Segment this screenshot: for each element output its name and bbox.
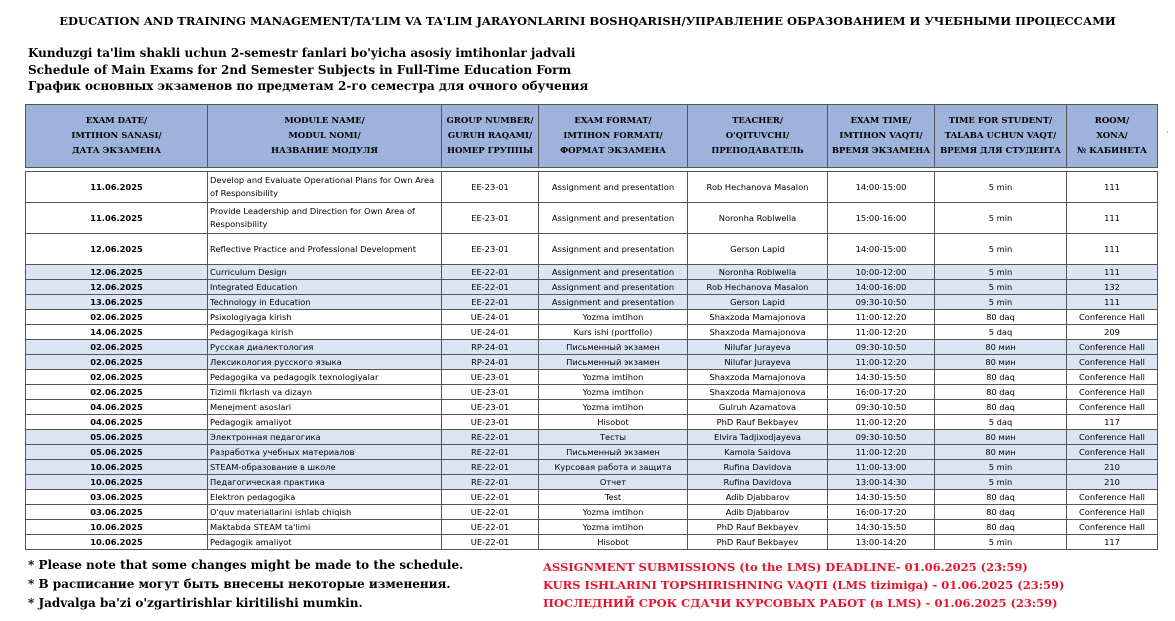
cell-student-time: 5 min (935, 475, 1067, 490)
cell-exam-time: 11:00-12:20 (828, 445, 935, 460)
cell-exam-time: 14:00-15:00 (828, 172, 935, 203)
cell-module-name: Pedagogik amaliyot (208, 535, 442, 550)
table-row (26, 340, 1158, 355)
cell-student-time: 5 min (935, 234, 1067, 265)
cell-exam-format: Assignment and presentation (539, 265, 688, 280)
table-row (26, 265, 1158, 280)
cell-room: Conference Hall (1067, 505, 1158, 520)
table-row (26, 430, 1158, 445)
cell-exam-format: Yozma imtihon (539, 385, 688, 400)
cell-module-name: Develop and Evaluate Operational Plans for Own Area of Responsibility (208, 172, 442, 203)
deadlines-block (543, 558, 1064, 612)
cell-exam-date: 10.06.2025 (26, 520, 208, 535)
cell-group: EE-22-01 (442, 280, 539, 295)
cell-room: 209 (1067, 325, 1158, 340)
cell-exam-format: Письменный экзамен (539, 445, 688, 460)
cell-group: UE-23-01 (442, 415, 539, 430)
cell-exam-format: Assignment and presentation (539, 172, 688, 203)
cell-group: EE-22-01 (442, 265, 539, 280)
cell-student-time: 5 min (935, 172, 1067, 203)
cell-exam-format: Письменный экзамен (539, 355, 688, 370)
table-row (26, 172, 1158, 203)
cell-module-name: Reflective Practice and Professional Development (208, 234, 442, 265)
exam-schedule-table (25, 104, 1158, 550)
cell-module-name: Русская диалектология (208, 340, 442, 355)
cell-teacher: Noronha Roblwella (688, 203, 828, 234)
cell-exam-date: 03.06.2025 (26, 505, 208, 520)
cell-student-time: 5 min (935, 535, 1067, 550)
cell-exam-time: 14:30-15:50 (828, 370, 935, 385)
cell-group: RE-22-01 (442, 475, 539, 490)
cell-exam-date: 11.06.2025 (26, 172, 208, 203)
deadline-en: ASSIGNMENT SUBMISSIONS (to the LMS) DEADLINE- 01.06.2025 (23:59) (543, 560, 1028, 574)
subtitle-en: Schedule of Main Exams for 2nd Semester Subjects in Full-Time Education Form (28, 62, 572, 77)
cell-exam-date: 12.06.2025 (26, 280, 208, 295)
cell-room: 210 (1067, 475, 1158, 490)
cell-exam-format: Assignment and presentation (539, 280, 688, 295)
cell-teacher: PhD Rauf Bekbayev (688, 415, 828, 430)
cell-exam-time: 16:00-17:20 (828, 385, 935, 400)
table-row (26, 370, 1158, 385)
cell-teacher: Noronha Roblwella (688, 265, 828, 280)
table-row (26, 415, 1158, 430)
cell-module-name: STEAM-образование в школе (208, 460, 442, 475)
cell-student-time: 80 daq (935, 310, 1067, 325)
cell-exam-format: Assignment and presentation (539, 203, 688, 234)
cell-group: RE-22-01 (442, 430, 539, 445)
cell-teacher: Adib Djabbarov (688, 505, 828, 520)
cell-exam-date: 11.06.2025 (26, 203, 208, 234)
cell-teacher: Shaxzoda Mamajonova (688, 310, 828, 325)
cell-exam-time: 11:00-12:20 (828, 355, 935, 370)
cell-teacher: Gulruh Azamatova (688, 400, 828, 415)
cell-exam-date: 05.06.2025 (26, 430, 208, 445)
cell-room: Conference Hall (1067, 520, 1158, 535)
edge-mark: · (1166, 128, 1169, 138)
table-row (26, 203, 1158, 234)
cell-exam-time: 14:00-16:00 (828, 280, 935, 295)
cell-student-time: 80 мин (935, 430, 1067, 445)
cell-exam-format: Assignment and presentation (539, 295, 688, 310)
cell-room: Conference Hall (1067, 340, 1158, 355)
cell-group: UE-24-01 (442, 310, 539, 325)
cell-module-name: Разработка учебных материалов (208, 445, 442, 460)
cell-exam-date: 02.06.2025 (26, 370, 208, 385)
cell-room: 210 (1067, 460, 1158, 475)
table-body (26, 172, 1158, 550)
cell-module-name: Provide Leadership and Direction for Own Area of Responsibility (208, 203, 442, 234)
table-row (26, 310, 1158, 325)
cell-group: UE-23-01 (442, 400, 539, 415)
cell-group: UE-22-01 (442, 535, 539, 550)
cell-teacher: Adib Djabbarov (688, 490, 828, 505)
cell-module-name: Menejment asoslari (208, 400, 442, 415)
note-ru: * В расписание могут быть внесены некоторые изменения. (28, 577, 451, 591)
col-header-group-number: GROUP NUMBER/ GURUH RAQAMI/ НОМЕР ГРУППЫ (442, 105, 539, 168)
cell-teacher: PhD Rauf Bekbayev (688, 535, 828, 550)
cell-exam-format: Hisobot (539, 535, 688, 550)
notes-block (28, 556, 463, 613)
cell-group: EE-23-01 (442, 234, 539, 265)
cell-exam-format: Kurs ishi (portfolio) (539, 325, 688, 340)
cell-exam-format: Письменный экзамен (539, 340, 688, 355)
cell-group: EE-23-01 (442, 203, 539, 234)
table-row (26, 445, 1158, 460)
cell-exam-time: 09:30-10:50 (828, 340, 935, 355)
cell-exam-format: Yozma imtihon (539, 370, 688, 385)
cell-exam-time: 11:00-12:20 (828, 325, 935, 340)
cell-module-name: Электронная педагогика (208, 430, 442, 445)
cell-teacher: Shaxzoda Mamajonova (688, 370, 828, 385)
cell-exam-format: Yozma imtihon (539, 310, 688, 325)
cell-student-time: 5 min (935, 265, 1067, 280)
cell-exam-date: 04.06.2025 (26, 415, 208, 430)
cell-room: Conference Hall (1067, 355, 1158, 370)
cell-exam-date: 02.06.2025 (26, 310, 208, 325)
cell-group: UE-23-01 (442, 370, 539, 385)
cell-module-name: Psixologiyaga kirish (208, 310, 442, 325)
cell-student-time: 5 min (935, 280, 1067, 295)
cell-exam-time: 11:00-12:20 (828, 415, 935, 430)
cell-module-name: Педагогическая практика (208, 475, 442, 490)
cell-teacher: Kamola Saidova (688, 445, 828, 460)
cell-module-name: Technology in Education (208, 295, 442, 310)
cell-room: Conference Hall (1067, 385, 1158, 400)
cell-room: Conference Hall (1067, 370, 1158, 385)
note-uz: * Jadvalga ba'zi o'zgartirishlar kiritilishi mumkin. (28, 596, 363, 610)
cell-group: EE-22-01 (442, 295, 539, 310)
table-row (26, 400, 1158, 415)
cell-exam-time: 14:30-15:50 (828, 520, 935, 535)
cell-exam-format: Test (539, 490, 688, 505)
table-row (26, 490, 1158, 505)
cell-module-name: Pedagogik amaliyot (208, 415, 442, 430)
cell-exam-date: 02.06.2025 (26, 355, 208, 370)
cell-teacher: Elvira Tadjixodjayeva (688, 430, 828, 445)
cell-room: Conference Hall (1067, 430, 1158, 445)
cell-exam-date: 04.06.2025 (26, 400, 208, 415)
cell-group: RE-22-01 (442, 445, 539, 460)
cell-exam-date: 02.06.2025 (26, 340, 208, 355)
cell-group: UE-22-01 (442, 490, 539, 505)
cell-exam-format: Тесты (539, 430, 688, 445)
cell-student-time: 80 daq (935, 520, 1067, 535)
col-header-student-time: TIME FOR STUDENT/ TALABA UCHUN VAQT/ ВРЕМЯ ДЛЯ СТУДЕНТА (935, 105, 1067, 168)
cell-exam-format: Hisobot (539, 415, 688, 430)
cell-teacher: Nilufar Jurayeva (688, 355, 828, 370)
cell-room: 111 (1067, 265, 1158, 280)
cell-exam-time: 13:00-14:30 (828, 475, 935, 490)
cell-teacher: Rufina Davidova (688, 475, 828, 490)
cell-exam-date: 05.06.2025 (26, 445, 208, 460)
col-header-exam-format: EXAM FORMAT/ IMTIHON FORMATI/ ФОРМАТ ЭКЗАМЕНА (539, 105, 688, 168)
subtitle-ru: График основных экзаменов по предметам 2-го семестра для очного обучения (28, 79, 589, 93)
cell-group: UE-24-01 (442, 325, 539, 340)
cell-student-time: 5 min (935, 295, 1067, 310)
cell-student-time: 5 min (935, 460, 1067, 475)
cell-teacher: Gerson Lapid (688, 295, 828, 310)
page-title: EDUCATION AND TRAINING MANAGEMENT/TA'LIM VA TA'LIM JARAYONLARINI BOSHQARISH/УПРАВЛЕНИЕ ОБРАЗОВАНИЕМ И УЧЕБНЫМИ ПРОЦЕССАМИ (59, 14, 1116, 28)
cell-group: UE-23-01 (442, 385, 539, 400)
cell-room: 111 (1067, 203, 1158, 234)
cell-teacher: Rob Hechanova Masalon (688, 172, 828, 203)
col-header-module-name: MODULE NAME/ MODUL NOMI/ НАЗВАНИЕ МОДУЛЯ (208, 105, 442, 168)
cell-room: 111 (1067, 234, 1158, 265)
cell-student-time: 5 daq (935, 325, 1067, 340)
cell-room: 117 (1067, 535, 1158, 550)
cell-room: Conference Hall (1067, 310, 1158, 325)
cell-exam-time: 15:00-16:00 (828, 203, 935, 234)
cell-student-time: 80 daq (935, 400, 1067, 415)
cell-exam-time: 11:00-13:00 (828, 460, 935, 475)
table-row (26, 535, 1158, 550)
cell-exam-format: Yozma imtihon (539, 520, 688, 535)
subtitle-uz: Kunduzgi ta'lim shakli uchun 2-semestr fanlari bo'yicha asosiy imtihonlar jadvali (28, 46, 576, 60)
cell-exam-format: Курсовая работа и защита (539, 460, 688, 475)
cell-teacher: Rufina Davidova (688, 460, 828, 475)
cell-exam-time: 14:30-15:50 (828, 490, 935, 505)
cell-module-name: Elektron pedagogika (208, 490, 442, 505)
cell-student-time: 80 daq (935, 370, 1067, 385)
cell-teacher: Shaxzoda Mamajonova (688, 325, 828, 340)
table-row (26, 234, 1158, 265)
cell-student-time: 5 min (935, 203, 1067, 234)
col-header-exam-time: EXAM TIME/ IMTIHON VAQTI/ ВРЕМЯ ЭКЗАМЕНА (828, 105, 935, 168)
cell-exam-format: Отчет (539, 475, 688, 490)
deadline-ru: ПОСЛЕДНИЙ СРОК СДАЧИ КУРСОВЫХ РАБОТ (в LMS) - 01.06.2025 (23:59) (543, 596, 1058, 610)
cell-exam-date: 12.06.2025 (26, 265, 208, 280)
cell-exam-time: 10:00-12:00 (828, 265, 935, 280)
cell-teacher: Rob Hechanova Masalon (688, 280, 828, 295)
cell-room: Conference Hall (1067, 445, 1158, 460)
cell-teacher: Nilufar Jurayeva (688, 340, 828, 355)
table-row (26, 520, 1158, 535)
table-row (26, 355, 1158, 370)
cell-teacher: PhD Rauf Bekbayev (688, 520, 828, 535)
cell-exam-time: 09:30-10:50 (828, 295, 935, 310)
deadline-uz: KURS ISHLARINI TOPSHIRISHNING VAQTI (LMS tizimiga) - 01.06.2025 (23:59) (543, 578, 1065, 592)
cell-student-time: 80 daq (935, 490, 1067, 505)
table-row (26, 505, 1158, 520)
table-header-row (26, 105, 1158, 168)
cell-module-name: Tizimli fikrlash va dizayn (208, 385, 442, 400)
cell-group: UE-22-01 (442, 520, 539, 535)
cell-exam-date: 03.06.2025 (26, 490, 208, 505)
cell-exam-time: 14:00-15:00 (828, 234, 935, 265)
cell-exam-date: 02.06.2025 (26, 385, 208, 400)
cell-group: EE-23-01 (442, 172, 539, 203)
cell-group: RP-24-01 (442, 340, 539, 355)
cell-module-name: Pedagogikaga kirish (208, 325, 442, 340)
cell-student-time: 80 мин (935, 340, 1067, 355)
cell-exam-format: Assignment and presentation (539, 234, 688, 265)
cell-room: Conference Hall (1067, 400, 1158, 415)
cell-exam-time: 09:30-10:50 (828, 430, 935, 445)
cell-module-name: Maktabda STEAM ta'limi (208, 520, 442, 535)
cell-exam-date: 14.06.2025 (26, 325, 208, 340)
cell-teacher: Gerson Lapid (688, 234, 828, 265)
cell-exam-date: 10.06.2025 (26, 535, 208, 550)
cell-module-name: Integrated Education (208, 280, 442, 295)
cell-module-name: O'quv materiallarini ishlab chiqish (208, 505, 442, 520)
cell-exam-date: 10.06.2025 (26, 460, 208, 475)
cell-exam-time: 13:00-14:20 (828, 535, 935, 550)
cell-module-name: Pedagogika va pedagogik texnologiyalar (208, 370, 442, 385)
cell-room: 117 (1067, 415, 1158, 430)
cell-exam-date: 12.06.2025 (26, 234, 208, 265)
cell-module-name: Лексикология русского языка (208, 355, 442, 370)
cell-student-time: 80 мин (935, 355, 1067, 370)
cell-exam-time: 09:30-10:50 (828, 400, 935, 415)
cell-room: 111 (1067, 172, 1158, 203)
col-header-room: ROOM/ XONA/ № КАБИНЕТА (1067, 105, 1158, 168)
cell-room: 111 (1067, 295, 1158, 310)
table-row (26, 295, 1158, 310)
cell-exam-date: 13.06.2025 (26, 295, 208, 310)
cell-group: RP-24-01 (442, 355, 539, 370)
col-header-exam-date: EXAM DATE/ IMTIHON SANASI/ ДАТА ЭКЗАМЕНА (26, 105, 208, 168)
cell-exam-format: Yozma imtihon (539, 400, 688, 415)
cell-group: RE-22-01 (442, 460, 539, 475)
cell-student-time: 80 мин (935, 445, 1067, 460)
cell-exam-format: Yozma imtihon (539, 505, 688, 520)
cell-room: Conference Hall (1067, 490, 1158, 505)
cell-module-name: Curriculum Design (208, 265, 442, 280)
col-header-teacher: TEACHER/ O'QITUVCHI/ ПРЕПОДАВАТЕЛЬ (688, 105, 828, 168)
cell-student-time: 80 daq (935, 505, 1067, 520)
cell-group: UE-22-01 (442, 505, 539, 520)
cell-exam-date: 10.06.2025 (26, 475, 208, 490)
table-row (26, 325, 1158, 340)
cell-room: 132 (1067, 280, 1158, 295)
cell-exam-time: 16:00-17:20 (828, 505, 935, 520)
cell-student-time: 5 daq (935, 415, 1067, 430)
cell-exam-time: 11:00-12:20 (828, 310, 935, 325)
table-row (26, 460, 1158, 475)
cell-student-time: 80 daq (935, 385, 1067, 400)
table-row (26, 475, 1158, 490)
cell-teacher: Shaxzoda Mamajonova (688, 385, 828, 400)
subtitle-block (28, 45, 588, 95)
table-row (26, 280, 1158, 295)
note-en: * Please note that some changes might be made to the schedule. (28, 558, 464, 572)
table-row (26, 385, 1158, 400)
